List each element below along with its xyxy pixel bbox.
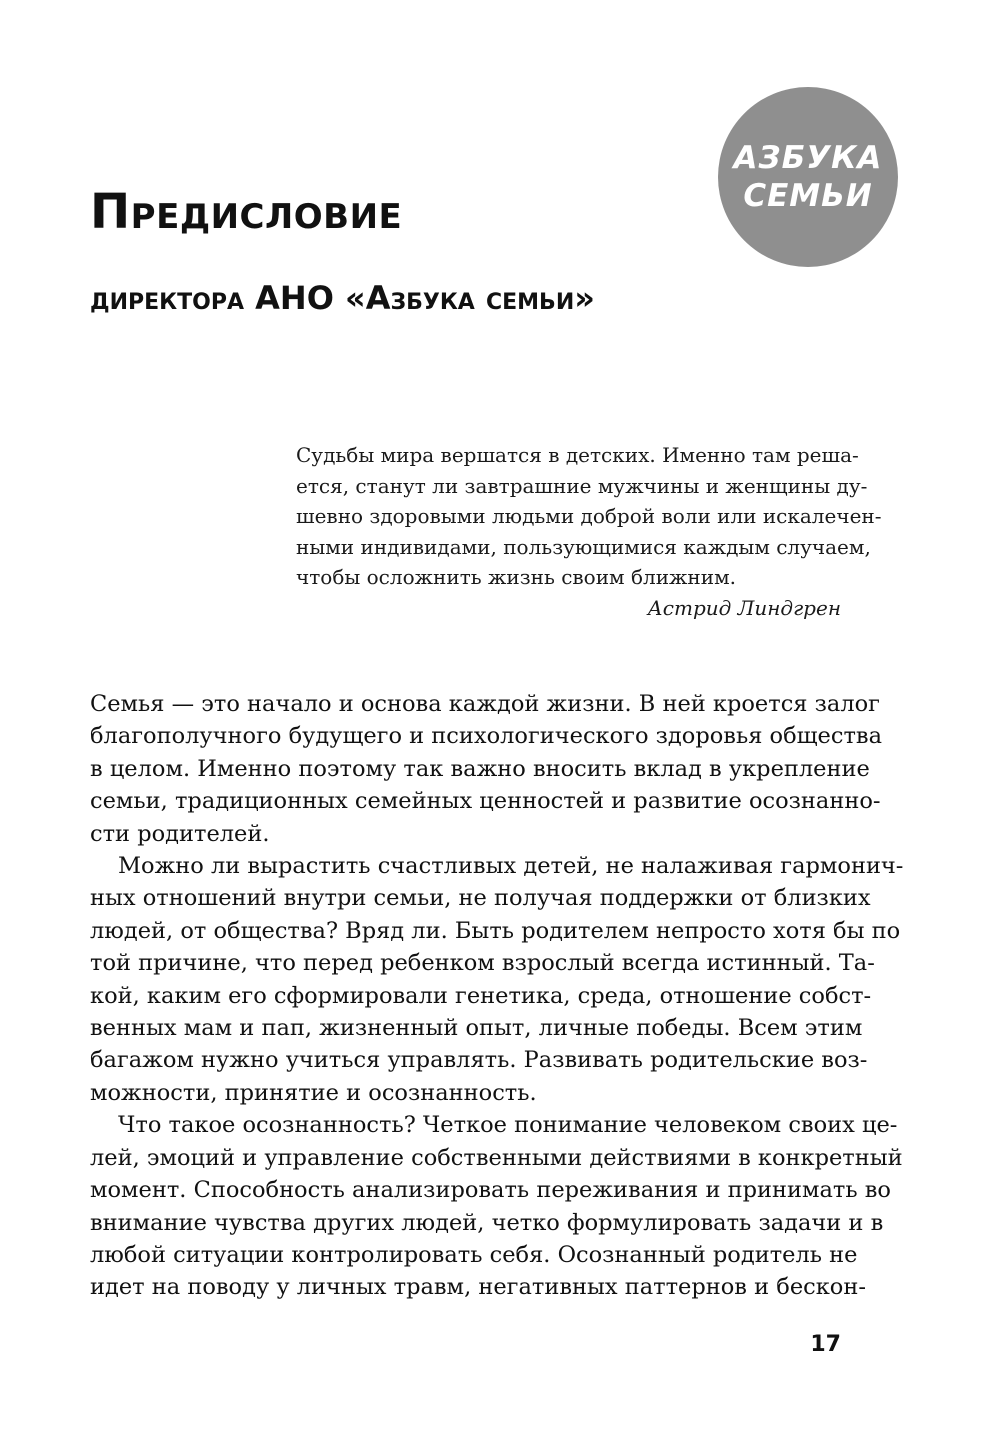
page-number: 17 (810, 1332, 841, 1357)
text-line: кой, каким его сформировали генетика, среда, отношение собст- (90, 982, 872, 1009)
chapter-title: Предисловие (90, 184, 403, 240)
text-line: благополучного будущего и психологического здоровья общества (90, 723, 882, 750)
text-line: людей, от общества? Вряд ли. Быть родителем непросто хотя бы по (90, 917, 901, 944)
text-line: той причине, что перед ребенком взрослый всегда истинный. Та- (90, 950, 875, 977)
text-line: семьи, традиционных семейных ценностей и развитие осознанно- (90, 788, 881, 815)
text-line: венных мам и пап, жизненный опыт, личные победы. Всем этим (90, 1015, 863, 1042)
epigraph-line: ется, станут ли завтрашние мужчины и женщины ду- (296, 473, 868, 498)
body-text (90, 688, 904, 1304)
text-line: Что такое осознанность? Четкое понимание человеком своих це- (118, 1112, 898, 1139)
badge-line-2: СЕМЬИ (743, 178, 873, 214)
paragraph-3 (90, 1109, 903, 1303)
paragraph-2 (90, 850, 904, 1109)
epigraph-line: Судьбы мира вершатся в детских. Именно там реша- (296, 443, 859, 467)
text-line: сти родителей. (90, 820, 270, 847)
text-line: можности, принятие и осознанность. (90, 1079, 537, 1106)
epigraph (296, 440, 882, 624)
text-line: Семья — это начало и основа каждой жизни. В ней кроется залог (90, 691, 880, 717)
paragraph-1 (90, 688, 882, 850)
series-badge (718, 87, 898, 267)
text-line: Можно ли вырастить счастливых детей, не налаживая гармонич- (118, 853, 904, 880)
text-line: ных отношений внутри семьи, не получая поддержки от близких (90, 885, 871, 912)
text-line: внимание чувства других людей, четко формулировать задачи и в (90, 1209, 884, 1236)
epigraph-line: ными индивидами, пользующимися каждым случаем, (296, 534, 871, 559)
epigraph-line: чтобы осложнить жизнь своим ближним. (296, 565, 737, 590)
epigraph-author: Астрид Линдгрен (647, 595, 841, 620)
text-line: в целом. Именно поэтому так важно вносить вклад в укрепление (90, 755, 870, 782)
text-line: багажом нужно учиться управлять. Развивать родительские воз- (90, 1047, 868, 1074)
text-line: момент. Способность анализировать переживания и принимать во (90, 1177, 891, 1204)
epigraph-line: шевно здоровыми людьми доброй воли или искалечен- (296, 504, 882, 529)
text-line: любой ситуации контролировать себя. Осознанный родитель не (90, 1241, 858, 1268)
text-line: лей, эмоций и управление собственными действиями в конкретный (90, 1144, 903, 1171)
text-line: идет на поводу у личных травм, негативных паттернов и бескон- (90, 1274, 866, 1301)
badge-line-1: АЗБУКА (733, 140, 883, 176)
chapter-subtitle: директора АНО «Азбука семьи» (90, 279, 595, 317)
